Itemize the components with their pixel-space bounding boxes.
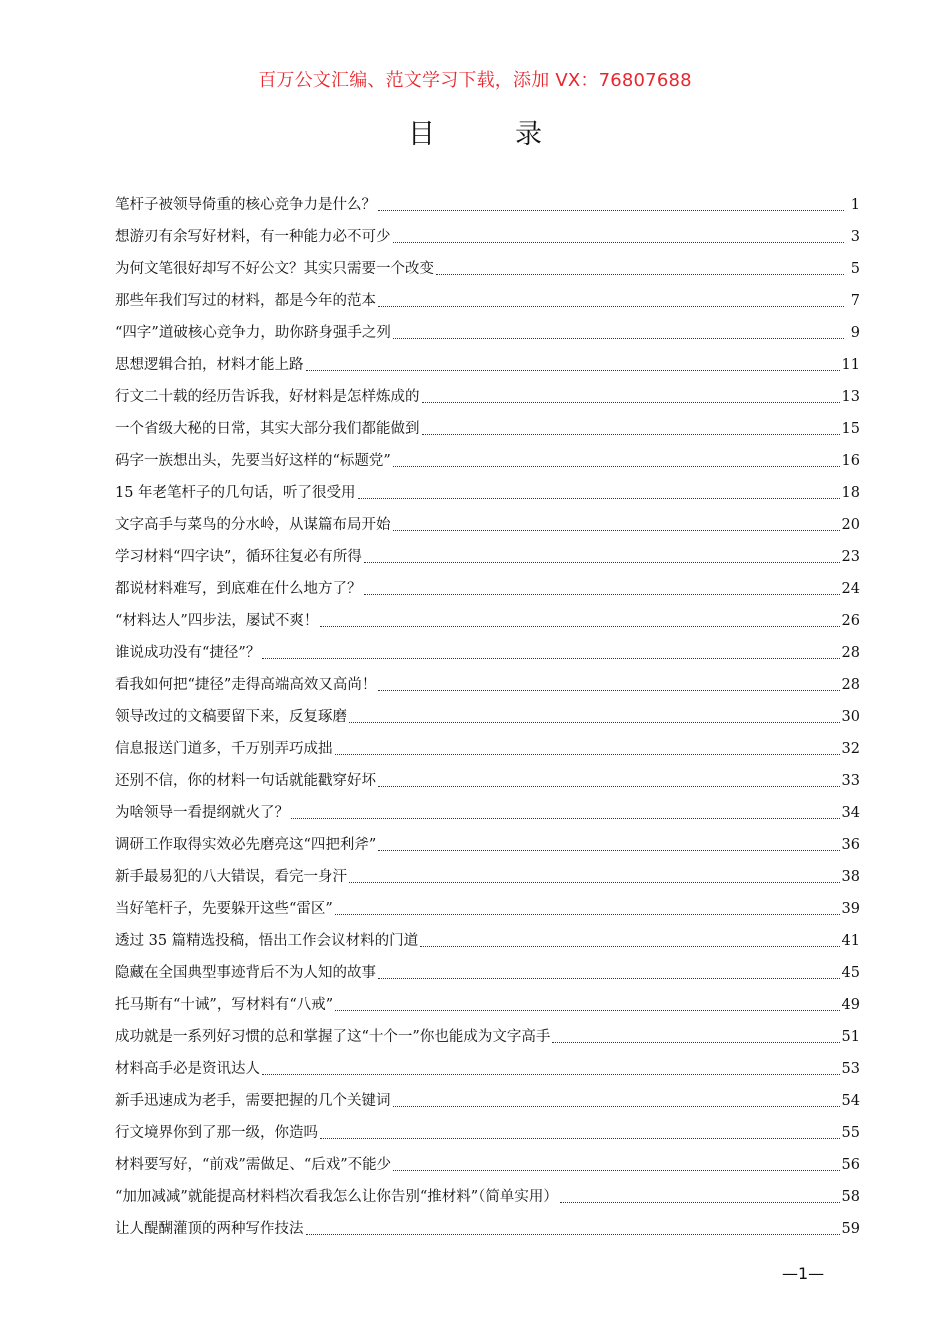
toc-entry-title: 15 年老笔杆子的几句话，听了很受用: [115, 485, 356, 501]
toc-leader-dots: [378, 849, 839, 851]
toc-entry[interactable]: [115, 349, 860, 381]
toc-entry-title: 看我如何把“捷径”走得高端高效又高尚！: [115, 677, 377, 693]
toc-leader-dots: [393, 465, 840, 467]
toc-leader-dots: [393, 1105, 840, 1107]
toc-entry-title: 透过 35 篇精选投稿，悟出工作会议材料的门道: [115, 933, 419, 949]
toc-entry-page: 39: [841, 901, 860, 917]
toc-entry-title: 一个省级大秘的日常，其实大部分我们都能做到: [115, 421, 420, 437]
toc-entry-page: 11: [841, 357, 860, 373]
toc-entry-page: 51: [841, 1029, 860, 1045]
toc-entry-page: 23: [841, 549, 860, 565]
toc-entry-page: 59: [841, 1221, 860, 1237]
toc-entry[interactable]: [115, 413, 860, 445]
toc-entry-page: 55: [841, 1125, 860, 1141]
toc-entry-title: 笔杆子被领导倚重的核心竞争力是什么？: [115, 197, 376, 213]
toc-entry-page: 54: [841, 1093, 860, 1109]
toc-leader-dots: [378, 785, 840, 787]
toc-entry[interactable]: [115, 445, 860, 477]
page-number: —1—: [782, 1264, 825, 1283]
toc-entry-title: 材料高手必是资讯达人: [115, 1061, 260, 1077]
toc-entry-title: 让人醍醐灌顶的两种写作技法: [115, 1221, 304, 1237]
toc-entry[interactable]: [115, 541, 860, 573]
toc-entry-page: 38: [841, 869, 860, 885]
toc-entry-title: 思想逻辑合拍，材料才能上路: [115, 357, 304, 373]
toc-entry-title: 为啥领导一看提纲就火了？: [115, 805, 289, 821]
toc-entry-page: 34: [841, 805, 860, 821]
toc-leader-dots: [393, 529, 840, 531]
toc-entry-title: 行文境界你到了那一级，你造吗: [115, 1125, 318, 1141]
toc-entry-page: 3: [850, 229, 860, 245]
toc-entry-page: 1: [850, 197, 860, 213]
toc-entry[interactable]: [115, 829, 860, 861]
toc-entry[interactable]: [115, 253, 860, 285]
toc-entry[interactable]: [115, 1213, 860, 1245]
toc-entry-page: 58: [841, 1189, 860, 1205]
toc-entry-title: 学习材料“四字诀”，循环往复必有所得: [115, 549, 362, 565]
toc-leader-dots: [262, 657, 839, 659]
toc-entry[interactable]: [115, 573, 860, 605]
page-title: 目录: [408, 119, 622, 150]
table-of-contents: [115, 189, 860, 1245]
toc-entry[interactable]: [115, 765, 860, 797]
toc-leader-dots: [291, 817, 840, 819]
toc-entry-title: 信息报送门道多，千万别弄巧成拙: [115, 741, 333, 757]
toc-entry-page: 5: [850, 261, 860, 277]
toc-entry[interactable]: [115, 381, 860, 413]
toc-entry-title: 隐藏在全国典型事迹背后不为人知的故事: [115, 965, 376, 981]
toc-entry[interactable]: [115, 1149, 860, 1181]
toc-entry[interactable]: [115, 509, 860, 541]
toc-entry-title: 还别不信，你的材料一句话就能戳穿好坏: [115, 773, 376, 789]
toc-entry-page: 24: [841, 581, 860, 597]
toc-entry-page: 28: [841, 677, 860, 693]
toc-leader-dots: [358, 497, 840, 499]
toc-entry-title: “四字”道破核心竞争力，助你跻身强手之列: [115, 325, 391, 341]
toc-entry[interactable]: [115, 861, 860, 893]
toc-leader-dots: [560, 1201, 840, 1203]
toc-leader-dots: [306, 369, 840, 371]
toc-entry-title: 谁说成功没有“捷径”？: [115, 645, 261, 661]
toc-entry-title: 都说材料难写，到底难在什么地方了？: [115, 581, 362, 597]
toc-entry[interactable]: [115, 285, 860, 317]
toc-entry[interactable]: [115, 477, 860, 509]
toc-entry-page: 33: [841, 773, 860, 789]
toc-entry-title: 调研工作取得实效必先磨亮这“四把利斧”: [115, 837, 377, 853]
toc-leader-dots: [306, 1233, 840, 1235]
toc-entry-page: 9: [850, 325, 860, 341]
toc-leader-dots: [320, 1137, 840, 1139]
toc-entry-title: 码字一族想出头，先要当好这样的“标题党”: [115, 453, 391, 469]
toc-entry-page: 20: [841, 517, 860, 533]
toc-entry[interactable]: [115, 221, 860, 253]
toc-entry-page: 49: [841, 997, 860, 1013]
toc-leader-dots: [393, 241, 845, 243]
toc-leader-dots: [335, 1009, 839, 1011]
toc-entry-page: 18: [841, 485, 860, 501]
toc-entry[interactable]: [115, 1181, 860, 1213]
toc-leader-dots: [320, 625, 839, 627]
toc-leader-dots: [393, 337, 844, 339]
toc-entry-page: 16: [841, 453, 860, 469]
toc-entry[interactable]: [115, 1085, 860, 1117]
toc-entry-page: 26: [841, 613, 860, 629]
toc-leader-dots: [335, 753, 840, 755]
toc-leader-dots: [552, 1041, 839, 1043]
toc-entry[interactable]: [115, 1053, 860, 1085]
toc-entry-title: 领导改过的文稿要留下来，反复琢磨: [115, 709, 347, 725]
toc-entry-title: 成功就是一系列好习惯的总和掌握了这“十个一”你也能成为文字高手: [115, 1029, 551, 1045]
header-banner: 百万公文汇编、范文学习下载，添加 VX：76807688: [258, 70, 692, 91]
toc-entry-page: 28: [841, 645, 860, 661]
toc-entry-title: 文字高手与菜鸟的分水岭，从谋篇布局开始: [115, 517, 391, 533]
toc-leader-dots: [349, 881, 840, 883]
toc-entry[interactable]: [115, 957, 860, 989]
toc-leader-dots: [335, 913, 840, 915]
toc-entry-page: 15: [841, 421, 860, 437]
toc-entry[interactable]: [115, 1021, 860, 1053]
toc-entry-title: 当好笔杆子，先要躲开这些“雷区”: [115, 901, 333, 917]
toc-entry-title: “加加减减”就能提高材料档次看我怎么让你告别“推材料”（简单实用）: [115, 1189, 558, 1205]
toc-entry-page: 36: [841, 837, 860, 853]
toc-entry-title: 新手最易犯的八大错误，看完一身汗: [115, 869, 347, 885]
toc-entry[interactable]: [115, 605, 860, 637]
toc-entry[interactable]: [115, 893, 860, 925]
toc-entry[interactable]: [115, 1117, 860, 1149]
toc-entry-title: 行文二十载的经历告诉我，好材料是怎样炼成的: [115, 389, 420, 405]
toc-entry[interactable]: [115, 637, 860, 669]
toc-leader-dots: [378, 689, 839, 691]
toc-entry-page: 30: [841, 709, 860, 725]
toc-leader-dots: [422, 433, 840, 435]
toc-entry-page: 41: [841, 933, 860, 949]
toc-entry[interactable]: [115, 317, 860, 349]
toc-entry-page: 56: [841, 1157, 860, 1173]
toc-entry-page: 13: [841, 389, 860, 405]
toc-leader-dots: [378, 305, 844, 307]
toc-entry-page: 53: [841, 1061, 860, 1077]
toc-entry-title: 为何文笔很好却写不好公文？其实只需要一个改变: [115, 261, 434, 277]
toc-entry[interactable]: [115, 797, 860, 829]
toc-leader-dots: [393, 1169, 839, 1171]
toc-entry-title: 那些年我们写过的材料，都是今年的范本: [115, 293, 376, 309]
toc-entry-page: 7: [850, 293, 860, 309]
toc-leader-dots: [349, 721, 840, 723]
toc-entry-title: 材料要写好，“前戏”需做足、“后戏”不能少: [115, 1157, 392, 1173]
toc-leader-dots: [378, 977, 840, 979]
toc-leader-dots: [262, 1073, 840, 1075]
toc-entry[interactable]: [115, 701, 860, 733]
toc-leader-dots: [378, 209, 844, 211]
toc-entry-title: “材料达人”四步法，屡试不爽！: [115, 613, 319, 629]
toc-entry-title: 托马斯有“十诫”，写材料有“八戒”: [115, 997, 334, 1013]
toc-leader-dots: [364, 561, 840, 563]
toc-entry-page: 32: [841, 741, 860, 757]
toc-entry[interactable]: [115, 925, 860, 957]
toc-leader-dots: [364, 593, 840, 595]
toc-entry-title: 想游刃有余写好材料，有一种能力必不可少: [115, 229, 391, 245]
toc-leader-dots: [420, 945, 839, 947]
toc-entry[interactable]: [115, 189, 860, 221]
toc-leader-dots: [436, 273, 844, 275]
toc-leader-dots: [422, 401, 840, 403]
toc-entry[interactable]: [115, 669, 860, 701]
toc-entry[interactable]: [115, 989, 860, 1021]
toc-entry[interactable]: [115, 733, 860, 765]
toc-entry-page: 45: [841, 965, 860, 981]
toc-entry-title: 新手迅速成为老手，需要把握的几个关键词: [115, 1093, 391, 1109]
